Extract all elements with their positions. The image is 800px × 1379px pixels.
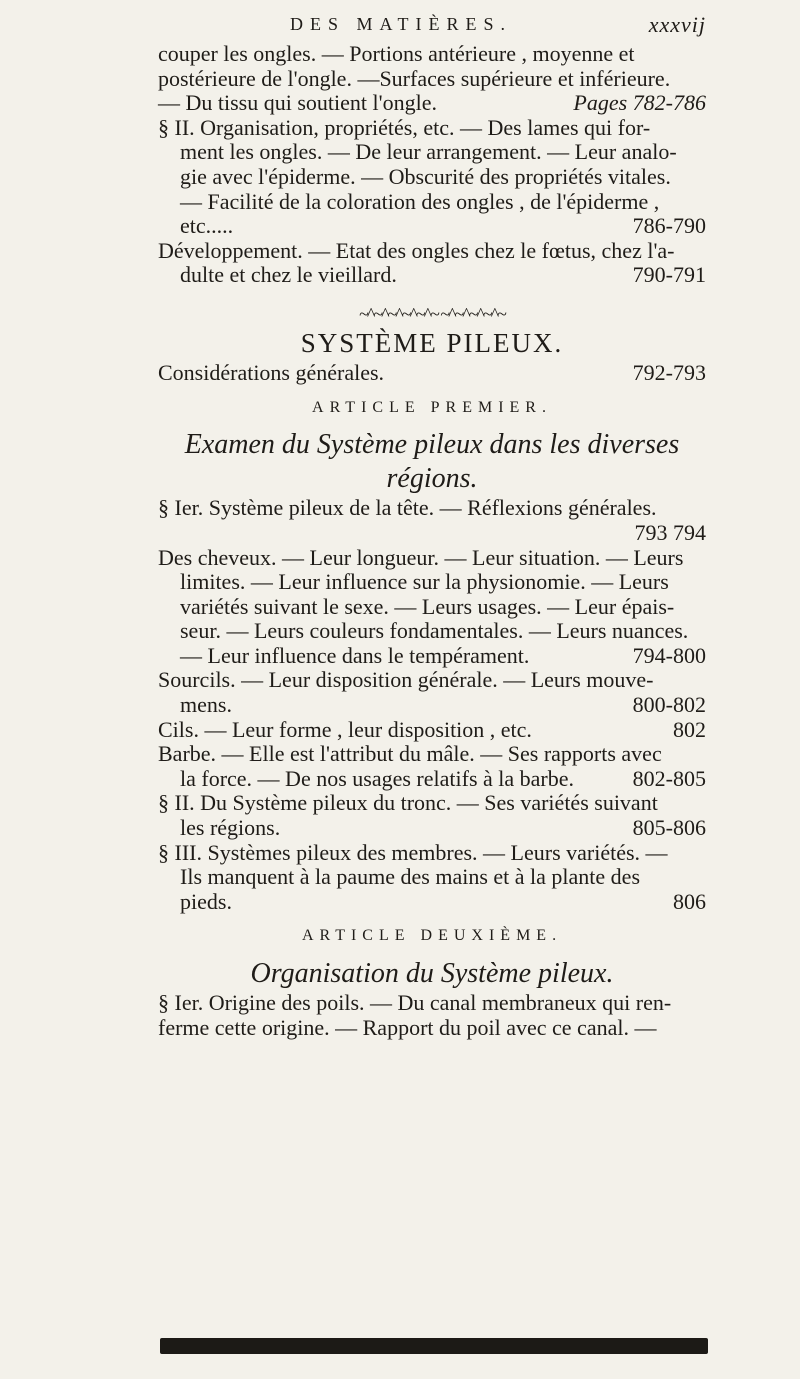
toc-line: ferme cette origine. — Rapport du poil avec ce canal. —: [158, 1015, 657, 1040]
toc-line: — Facilité de la coloration des ongles , de l'épiderme ,: [180, 189, 660, 214]
header-title: DES MATIÈRES.: [289, 14, 512, 34]
article-heading: ARTICLE PREMIER.: [312, 398, 552, 416]
toc-line: ment les ongles. — De leur arrangement. — Leur analo-: [180, 140, 677, 165]
subsection-title: Organisation du Système pileux.: [250, 958, 614, 989]
toc-entry: [158, 816, 706, 841]
toc-section-line: § Ier. Système pileux de la tête. — Réflexions générales.: [158, 496, 657, 521]
toc-line: variétés suivant le sexe. — Leurs usages. — Leur épais-: [180, 594, 675, 619]
toc-text: pieds.: [180, 888, 232, 914]
toc-line: limites. — Leur influence sur la physionomie. — Leurs: [180, 570, 669, 595]
page-edge-shadow: [160, 1338, 708, 1354]
toc-section-line: § Ier. Origine des poils. — Du canal membraneux qui ren-: [158, 991, 672, 1015]
toc-entry: [158, 890, 706, 915]
toc-entry: [158, 767, 706, 792]
toc-entry: [158, 693, 706, 718]
toc-line: Développement. — Etat des ongles chez le fœtus, chez l'a-: [158, 238, 675, 263]
article-heading: ARTICLE DEUXIÈME.: [301, 927, 563, 945]
toc-text: — Du tissu qui soutient l'ongle.: [158, 90, 437, 116]
toc-section-line: § III. Systèmes pileux des membres. — Leurs variétés. —: [158, 840, 668, 865]
toc-page-ref: 805-806: [632, 815, 706, 841]
toc-line: Sourcils. — Leur disposition générale. — Leurs mouve-: [158, 668, 654, 693]
toc-text: etc.....: [180, 213, 234, 239]
toc-text: Considérations générales.: [158, 360, 385, 386]
toc-text: mens.: [180, 692, 232, 718]
decorative-ornament: ~^~^~^~^~^~ ~^~^~^~^~: [359, 303, 505, 324]
toc-page-ref: 806: [673, 888, 706, 914]
toc-page-ref: 793 794: [634, 520, 706, 545]
toc-page-ref: Pages 782-786: [573, 90, 706, 116]
toc-entry: [158, 718, 706, 743]
toc-text: Cils. — Leur forme , leur disposition , etc.: [158, 716, 532, 742]
toc-text: dulte et chez le vieillard.: [180, 262, 397, 288]
toc-page-ref: 790-791: [632, 262, 706, 288]
toc-section-line: § II. Du Système pileux du tronc. — Ses variétés suivant: [158, 791, 658, 816]
toc-section-line: § II. Organisation, propriétés, etc. — Des lames qui for-: [158, 115, 651, 140]
toc-entry: [158, 644, 706, 669]
table-of-contents-body: [158, 42, 706, 1040]
toc-line: Ils manquent à la paume des mains et à la plante des: [180, 865, 641, 890]
toc-line: Des cheveux. — Leur longueur. — Leur situation. — Leurs: [158, 545, 684, 570]
page-number: xxxvij: [648, 12, 706, 37]
toc-page-ref: 800-802: [632, 692, 706, 718]
toc-page-ref: 794-800: [632, 642, 706, 668]
toc-text: — Leur influence dans le tempérament.: [180, 642, 530, 668]
toc-line: couper les ongles. — Portions antérieure , moyenne et: [158, 42, 635, 66]
toc-page-ref: 786-790: [632, 213, 706, 239]
toc-line: seur. — Leurs couleurs fondamentales. — Leurs nuances.: [180, 619, 689, 644]
toc-entry: [158, 91, 706, 116]
toc-entry: [158, 361, 706, 386]
subsection-title: Examen du Système pileux dans les diverses: [184, 429, 680, 461]
toc-entry: [158, 214, 706, 239]
running-header: [96, 8, 706, 42]
toc-entry: [158, 263, 706, 288]
toc-text: la force. — De nos usages relatifs à la barbe.: [180, 765, 575, 791]
subsection-title: régions.: [386, 463, 478, 495]
toc-page-ref: 802-805: [632, 765, 706, 791]
toc-text: les régions.: [180, 815, 281, 841]
toc-line: Barbe. — Elle est l'attribut du mâle. — Ses rapports avec: [158, 742, 662, 767]
section-heading: SYSTÈME PILEUX.: [300, 327, 564, 358]
toc-line: postérieure de l'ongle. —Surfaces supérieure et inférieure.: [158, 66, 671, 91]
toc-line: gie avec l'épiderme. — Obscurité des propriétés vitales.: [180, 164, 671, 189]
toc-page-ref: 792-793: [632, 360, 706, 386]
toc-page-ref: 802: [673, 716, 706, 742]
